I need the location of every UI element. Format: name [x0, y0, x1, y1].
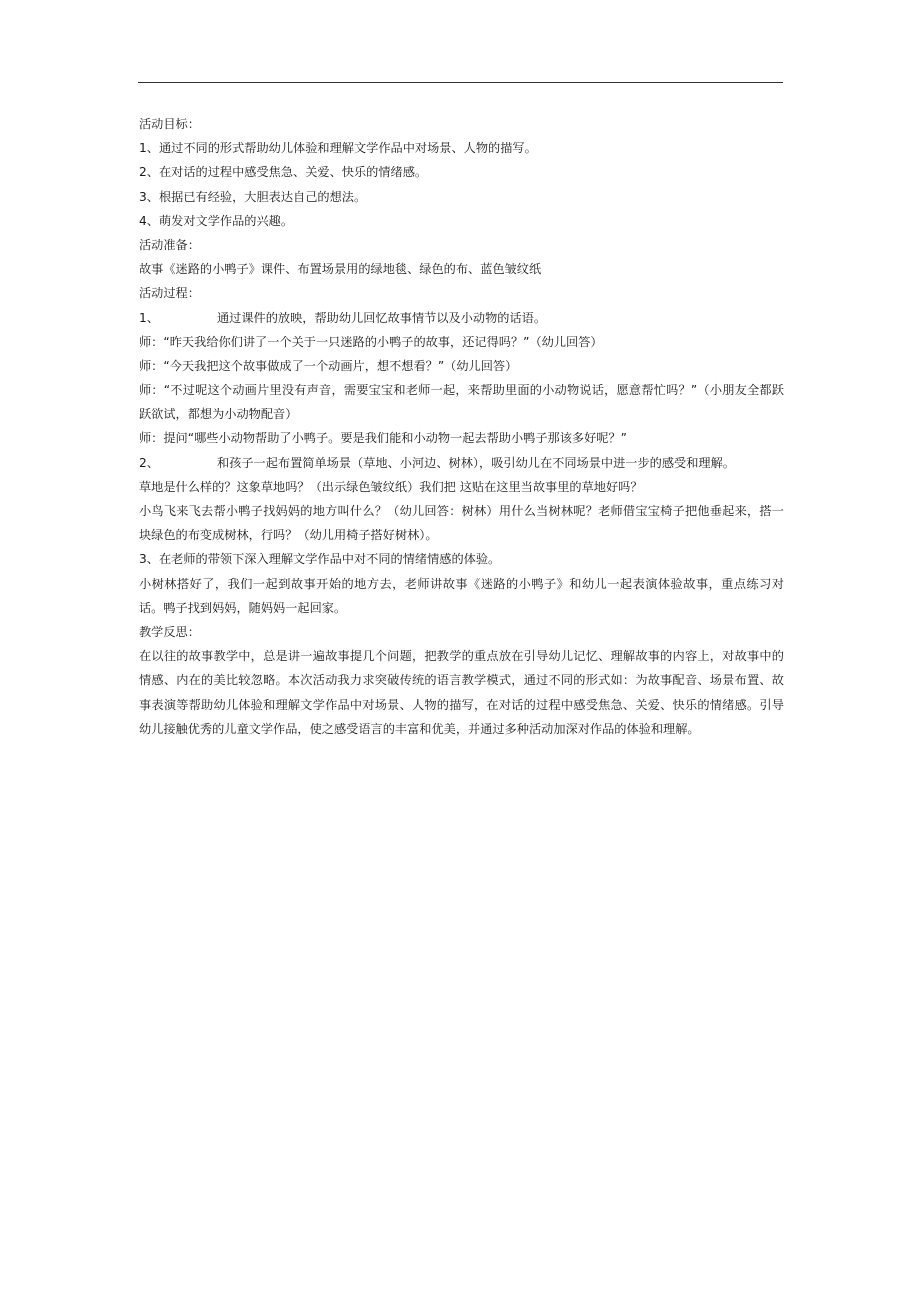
goals-heading: 活动目标： — [139, 117, 200, 131]
process-step-1 — [139, 306, 784, 330]
dialog-line: 师：“今天我把这个故事做成了一个动画片，想不想看？”（幼儿回答） — [139, 358, 518, 373]
header-rule — [138, 82, 783, 83]
process-step-2 — [139, 451, 784, 475]
step-text: 和孩子一起布置简单场景（草地、小河边、树林），吸引幼儿在不同场景中进一步的感受和理解。 — [217, 455, 735, 470]
reflection-paragraph: 在以往的故事教学中，总是讲一遍故事提几个问题，把教学的重点放在引导幼儿记忆、理解故事的内容上，对故事中的情感、内在的美比较忽略。本次活动我力求突破传统的语言教学模式，通过不同的形式如：为故事配音、场景布置、故事表演等帮助幼儿体验和理解文学作品中对场景、人物的描写，在对话的过程中感受焦急、关爱、快乐的情绪感。引导幼儿接触优秀的儿童文学作品，使之感受语言的丰富和优美，并通过多种活动加深对作品的体验和理解。 — [139, 649, 784, 736]
process-step-3: 3、在老师的带领下深入理解文学作品中对不同的情绪情感的体验。 — [139, 552, 501, 567]
document-body — [139, 112, 784, 741]
process-heading: 活动过程： — [139, 286, 200, 301]
goal-item: 2、在对话的过程中感受焦急、关爱、快乐的情绪感。 — [139, 165, 428, 180]
preparation-text: 故事《迷路的小鸭子》课件、布置场景用的绿地毯、绿色的布、蓝色皱纹纸 — [139, 262, 542, 277]
step-number: 1、 — [139, 310, 159, 325]
goal-item: 4、萌发对文学作品的兴趣。 — [139, 213, 294, 228]
reflection-heading: 教学反思： — [139, 625, 200, 640]
goal-item: 3、根据已有经验，大胆表达自己的想法。 — [139, 189, 367, 204]
step-number: 2、 — [139, 455, 159, 470]
story-performance-paragraph: 小树林搭好了，我们一起到故事开始的地方去，老师讲故事《迷路的小鸭子》和幼儿一起表演体验故事，重点练习对话。鸭子找到妈妈，随妈妈一起回家。 — [139, 576, 784, 615]
forest-paragraph: 小鸟飞来飞去帮小鸭子找妈妈的地方叫什么？（幼儿回答：树林）用什么当树林呢？老师借宝宝椅子把他垂起来，搭一块绿色的布变成树林，行吗？（幼儿用椅子搭好树林）。 — [139, 504, 784, 543]
grass-question: 草地是什么样的？这象草地吗？（出示绿色皱纹纸）我们把 这贴在这里当故事里的草地好吗？ — [139, 479, 643, 494]
step-text: 通过课件的放映，帮助幼儿回忆故事情节以及小动物的话语。 — [217, 310, 547, 325]
preparation-heading: 活动准备： — [139, 237, 200, 252]
dialog-paragraph: 师：“不过呢这个动画片里没有声音，需要宝宝和老师一起，来帮助里面的小动物说话，愿意帮忙吗？”（小朋友全都跃跃欲试，都想为小动物配音） — [139, 383, 784, 422]
dialog-line: 师：“昨天我给你们讲了一个关于一只迷路的小鸭子的故事，还记得吗？”（幼儿回答） — [139, 334, 603, 349]
dialog-question: 师：提问“哪些小动物帮助了小鸭子。要是我们能和小动物一起去帮助小鸭子那该多好呢？” — [139, 431, 627, 446]
goal-item: 1、通过不同的形式帮助幼儿体验和理解文学作品中对场景、人物的描写。 — [139, 141, 537, 156]
